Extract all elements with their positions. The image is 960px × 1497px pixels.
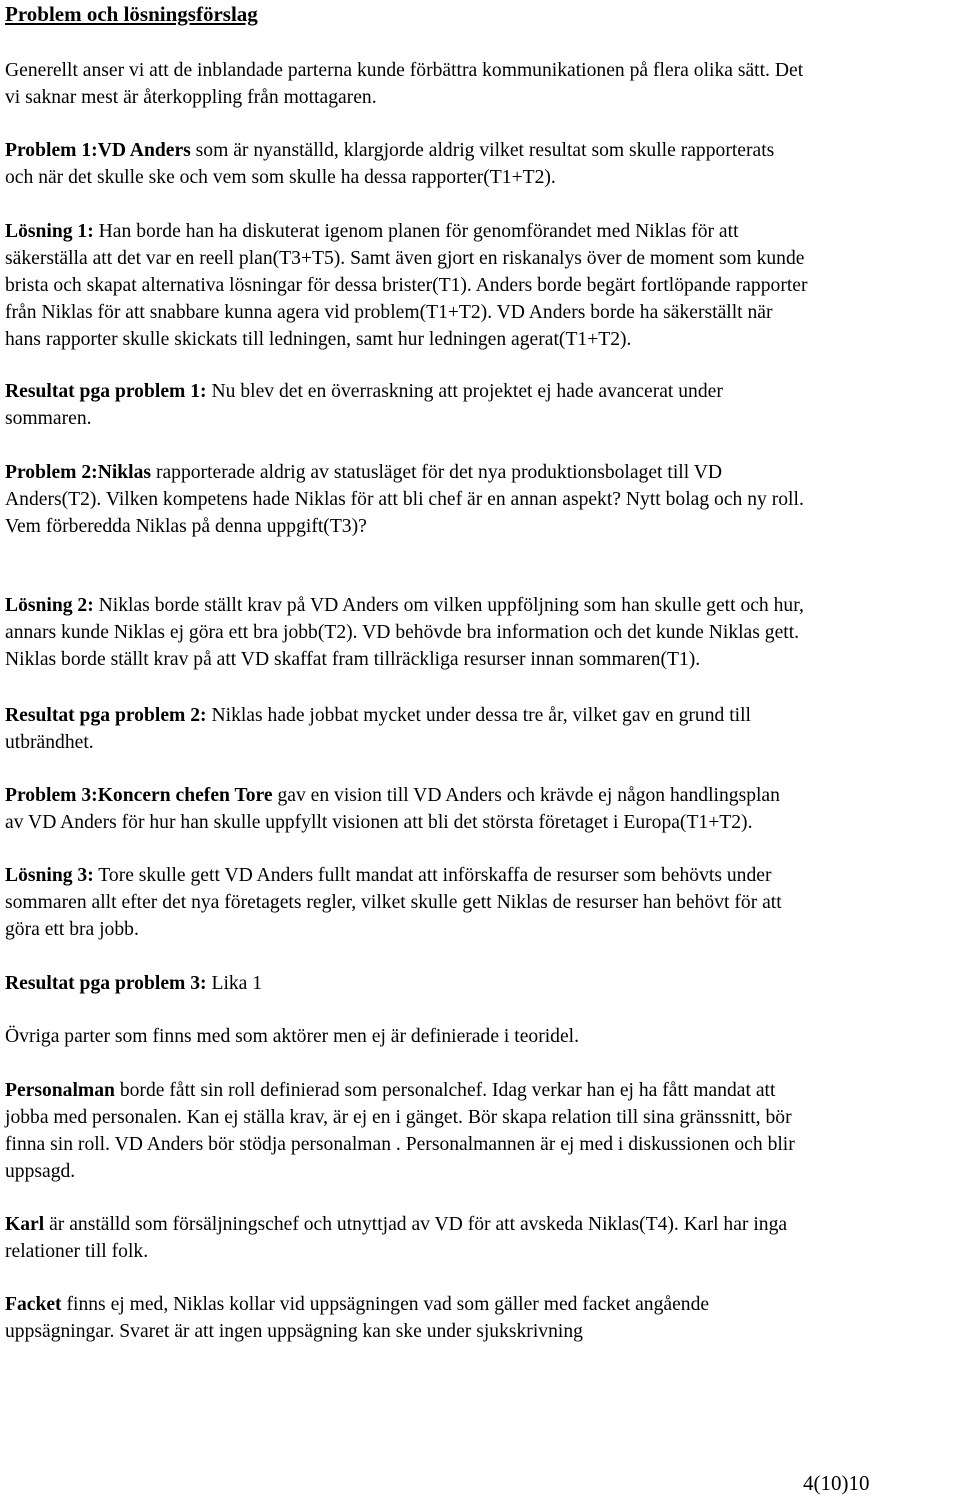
text-run: Han borde han ha diskuterat igenom planen för genomförandet med Niklas för att xyxy=(93,221,739,242)
text-run: uppsagd. xyxy=(5,1161,76,1182)
text-line xyxy=(5,1291,955,1318)
text-run: jobba med personalen. Kan ej ställa krav, är ej en i gänget. Bör skapa relation till sina gränssnitt, bör xyxy=(5,1107,792,1128)
text-line xyxy=(5,405,955,432)
text-run: sommaren allt efter det nya företagets regler, vilket skulle gett Niklas de resurser han behövt för att xyxy=(5,892,782,913)
text-line xyxy=(5,729,955,756)
text-run: Niklas hade jobbat mycket under dessa tre år, vilket gav en grund till xyxy=(206,705,751,726)
paragraph-problem-1 xyxy=(5,137,955,191)
text-run: Vem förberedda Niklas på denna uppgift(T3)? xyxy=(5,516,367,537)
text-run: Övriga parter som finns med som aktörer men ej är definierade i teoridel. xyxy=(5,1026,579,1047)
bold-label: Lösning 1: xyxy=(5,221,94,242)
text-run: Niklas borde ställt krav på VD Anders om vilken uppföljning som han skulle gett och hur, xyxy=(93,595,804,616)
text-line xyxy=(5,1318,955,1345)
page-number: 4(10)10 xyxy=(803,1471,870,1495)
text-run: Tore skulle gett VD Anders fullt mandat att införskaffa de resurser som behövts under xyxy=(93,865,772,886)
bold-label: Lösning 3: xyxy=(5,865,94,886)
bold-label: Resultat pga problem 1: xyxy=(5,381,207,402)
text-line xyxy=(5,57,955,84)
bold-label: Problem 2:Niklas xyxy=(5,462,152,483)
text-line xyxy=(5,782,955,809)
text-run: hans rapporter skulle skickats till ledningen, samt hur ledningen agerat(T1+T2). xyxy=(5,329,632,350)
text-line xyxy=(5,513,955,540)
paragraph-problem-3 xyxy=(5,782,955,836)
text-run: säkerställa att det var en reell plan(T3+T5). Samt även gjort en riskanalys över de moment som kunde xyxy=(5,248,805,269)
paragraph-losning-3 xyxy=(5,862,955,943)
text-run: finna sin roll. VD Anders bör stödja personalman . Personalmannen är ej med i diskussionen och blir xyxy=(5,1134,795,1155)
bold-label: Facket xyxy=(5,1294,62,1315)
text-run: finns ej med, Niklas kollar vid uppsägningen vad som gäller med facket angående xyxy=(61,1294,710,1315)
text-line xyxy=(5,245,955,272)
text-run: Generellt anser vi att de inblandade parterna kunde förbättra kommunikationen på flera olika sätt. Det xyxy=(5,60,804,81)
paragraph-karl xyxy=(5,1211,955,1265)
paragraph-resultat-2 xyxy=(5,702,955,756)
text-line xyxy=(5,272,955,299)
paragraph-losning-1 xyxy=(5,218,955,353)
bold-label: Lösning 2: xyxy=(5,595,94,616)
bold-label: Resultat pga problem 3: xyxy=(5,973,207,994)
bold-label: Personalman xyxy=(5,1080,115,1101)
text-run: från Niklas för att snabbare kunna agera vid problem(T1+T2). VD Anders borde ha säkerställt när xyxy=(5,302,773,323)
text-line xyxy=(5,646,955,673)
text-line xyxy=(5,889,955,916)
bold-label: Karl xyxy=(5,1214,45,1235)
paragraph-intro xyxy=(5,57,955,111)
text-line xyxy=(5,809,955,836)
text-line xyxy=(5,137,955,164)
text-run: som är nyanställd, klargjorde aldrig vilket resultat som skulle rapporterats xyxy=(190,140,775,161)
text-line xyxy=(5,1104,955,1131)
text-run: annars kunde Niklas ej göra ett bra jobb(T2). VD behövde bra information och det kunde Niklas gett. xyxy=(5,622,800,643)
text-run: Lika 1 xyxy=(206,973,263,994)
text-run: är anställd som försäljningschef och utnyttjad av VD för att avskeda Niklas(T4). Karl har inga xyxy=(44,1214,788,1235)
text-line xyxy=(5,1131,955,1158)
text-line xyxy=(5,862,955,889)
bold-label: Problem 1:VD Anders xyxy=(5,140,191,161)
bold-label: Resultat pga problem 2: xyxy=(5,705,207,726)
text-line xyxy=(5,970,955,997)
text-line xyxy=(5,916,955,943)
text-run: uppsägningar. Svaret är att ingen uppsägning kan ske under sjukskrivning xyxy=(5,1321,583,1342)
text-run: Niklas borde ställt krav på att VD skaffat fram tillräckliga resurser innan sommaren(T1). xyxy=(5,649,701,670)
text-run: och när det skulle ske och vem som skulle ha dessa rapporter(T1+T2). xyxy=(5,167,556,188)
text-run: relationer till folk. xyxy=(5,1241,149,1262)
text-line xyxy=(5,299,955,326)
text-line xyxy=(5,1077,955,1104)
text-line xyxy=(5,378,955,405)
text-run: Anders(T2). Vilken kompetens hade Niklas för att bli chef är en annan aspekt? Nytt bolag och ny roll. xyxy=(5,489,804,510)
text-line xyxy=(5,486,955,513)
text-run: göra ett bra jobb. xyxy=(5,919,139,940)
text-run: sommaren. xyxy=(5,408,92,429)
text-run: borde fått sin roll definierad som personalchef. Idag verkar han ej ha fått mandat att xyxy=(114,1080,776,1101)
bold-label: Problem 3:Koncern chefen Tore xyxy=(5,785,273,806)
page-heading: Problem och lösningsförslag xyxy=(5,2,258,26)
text-line xyxy=(5,326,955,353)
text-line xyxy=(5,459,955,486)
text-line xyxy=(5,84,955,111)
text-run: utbrändhet. xyxy=(5,732,94,753)
text-run: gav en vision till VD Anders och krävde ej någon handlingsplan xyxy=(272,785,780,806)
text-line xyxy=(5,1158,955,1185)
text-line xyxy=(5,1238,955,1265)
text-line xyxy=(5,218,955,245)
text-line xyxy=(5,619,955,646)
text-line xyxy=(5,164,955,191)
paragraph-problem-2 xyxy=(5,459,955,540)
text-run: av VD Anders för hur han skulle uppfyllt visionen att bli det största företaget i Europa(T1+T2). xyxy=(5,812,753,833)
text-line xyxy=(5,1211,955,1238)
text-run: vi saknar mest är återkoppling från mottagaren. xyxy=(5,87,377,108)
paragraph-losning-2 xyxy=(5,592,955,673)
text-line xyxy=(5,592,955,619)
text-run: brista och skapat alternativa lösningar för dessa brister(T1). Anders borde begärt fortlöpande rapporter xyxy=(5,275,808,296)
text-run: rapporterade aldrig av statusläget för det nya produktionsbolaget till VD xyxy=(151,462,723,483)
text-line xyxy=(5,1023,955,1050)
paragraph-facket xyxy=(5,1291,955,1345)
text-line xyxy=(5,702,955,729)
paragraph-resultat-3 xyxy=(5,970,955,997)
paragraph-ovriga xyxy=(5,1023,955,1050)
paragraph-resultat-1 xyxy=(5,378,955,432)
paragraph-personalman xyxy=(5,1077,955,1185)
text-run: Nu blev det en överraskning att projektet ej hade avancerat under xyxy=(206,381,723,402)
